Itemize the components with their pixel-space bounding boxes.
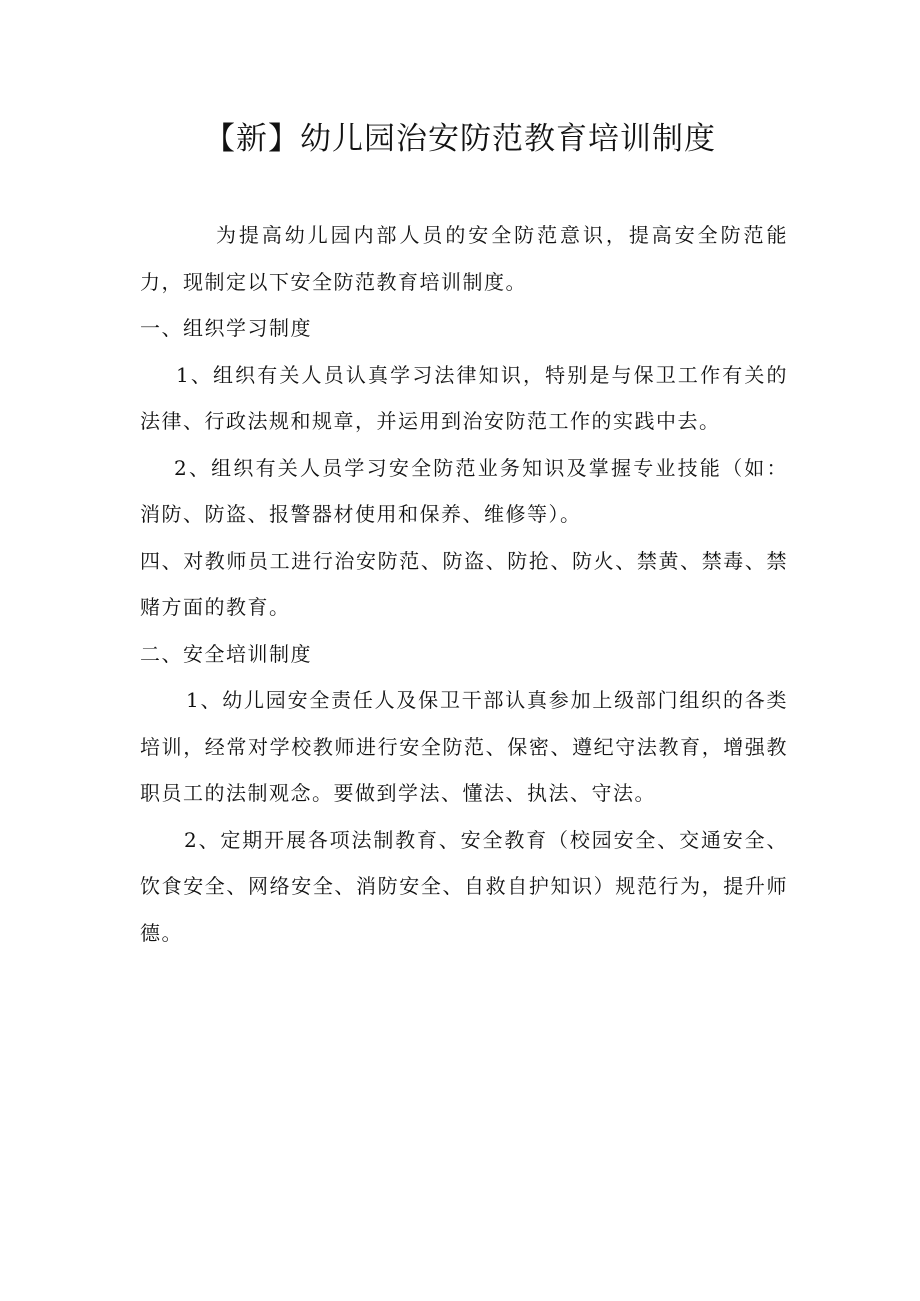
study-item-2: 2、组织有关人员学习安全防范业务知识及掌握专业技能（如：消防、防盗、报警器材使用和保养、维修等）。 xyxy=(140,455,788,526)
training-item-1: 1、幼儿园安全责任人及保卫干部认真参加上级部门组织的各类培训，经常对学校教师进行安全防范、保密、遵纪守法教育，增强教职员工的法制观念。要做到学法、懂法、执法、守法。 xyxy=(140,688,788,805)
document-title: 【新】幼儿园治安防范教育培训制度 xyxy=(204,121,716,157)
section-heading-study: 一、组织学习制度 xyxy=(140,316,312,340)
section-heading-education: 四、对教师员工进行治安防范、防盗、防抢、防火、禁黄、禁毒、禁赌方面的教育。 xyxy=(140,548,788,619)
training-item-2: 2、定期开展各项法制教育、安全教育（校园安全、交通安全、饮食安全、网络安全、消防安全、自救自护知识）规范行为，提升师德。 xyxy=(140,827,788,945)
document-body xyxy=(140,212,788,956)
intro-paragraph: 为提高幼儿园内部人员的安全防范意识，提高安全防范能力，现制定以下安全防范教育培训制度。 xyxy=(140,223,788,294)
section-heading-training: 二、安全培训制度 xyxy=(140,641,312,666)
study-item-1: 1、组织有关人员认真学习法律知识，特别是与保卫工作有关的法律、行政法规和规章，并运用到治安防范工作的实践中去。 xyxy=(140,362,788,433)
